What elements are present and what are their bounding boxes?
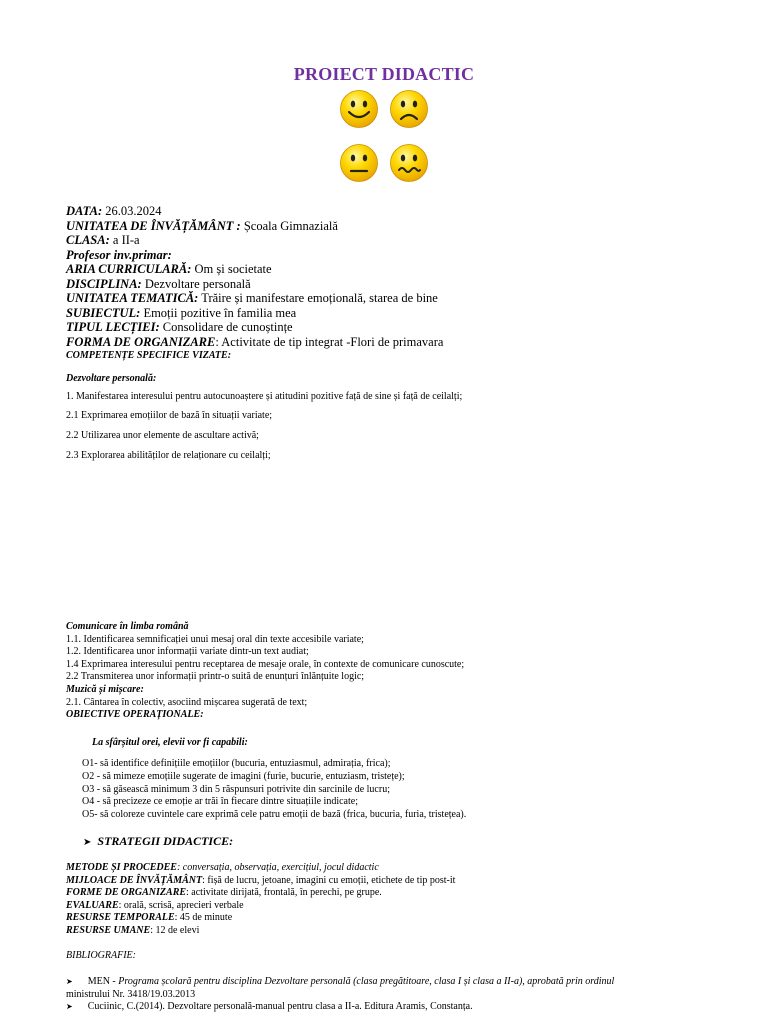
section-heading-muzica: Muzică și mișcare: [66, 684, 144, 695]
strategy-item: METODE ȘI PROCEDEE: conversația, observația, exercițiul, jocul didactic [66, 862, 379, 873]
bibliography-entry: ➤ MEN - Programa școlară pentru disciplina Dezvoltare personală (clasa pregătitoare, clasa I și clasa a II-a), aprobată prin ordinul [66, 976, 615, 987]
section-heading-comunicare: Comunicare în limba română [66, 621, 189, 632]
strategy-item: RESURSE TEMPORALE: 45 de minute [66, 912, 233, 923]
frowning-face-icon [389, 89, 429, 129]
competency-item: 2.1. Cântarea în colectiv, asociind mișcarea sugerată de text; [66, 697, 308, 708]
objectives-intro: La sfârșitul orei, elevii vor fi capabili: [92, 737, 248, 748]
field-teacher: Profesor inv.primar: [66, 247, 172, 262]
bibliography-heading: BIBLIOGRAFIE: [66, 950, 136, 961]
competency-item: 2.1 Exprimarea emoțiilor de bază în situații variate; [66, 410, 273, 421]
section-heading-dezvoltare: Dezvoltare personală: [66, 373, 157, 384]
objective-item: O1- să identifice definițiile emoțiilor (bucuria, entuziasmul, admirația, frica); [82, 758, 391, 769]
field-discipline: DISCIPLINA: Dezvoltare personală [66, 276, 251, 291]
competencies-heading: COMPETENȚE SPECIFICE VIZATE: [66, 350, 232, 361]
strategy-item: EVALUARE: orală, scrisă, aprecieri verbale [66, 899, 244, 911]
bibliography-entry: ➤ Cuciinic, C.(2014). Dezvoltare personală-manual pentru clasa a II-a. Editura Aramis, Constanța. [66, 1001, 473, 1012]
objectives-heading: OBIECTIVE OPERAȚIONALE: [66, 709, 204, 720]
field-curricular-area: ARIA CURRICULARĂ: Om și societate [66, 262, 272, 276]
objective-item: O5- să coloreze cuvintele care exprimă cele patru emoții de bază (frica, bucuria, furia, tristețea). [82, 808, 467, 820]
competency-item: 2.2 Transmiterea unor informații printr-o suită de enunțuri înlănțuite logic; [66, 671, 365, 682]
objective-item: O2 - să mimeze emoțiile sugerate de imagini (furie, bucurie, entuziasm, tristețe); [82, 771, 405, 782]
arrow-bullet-icon: ➤ [66, 1002, 73, 1011]
competency-item: 1. Manifestarea interesului pentru autocunoaștere și atitudini pozitive față de sine și față de ceilalți; [66, 391, 463, 402]
field-school: UNITATEA DE ÎNVĂȚĂMÂNT : Școala Gimnazială [66, 218, 338, 233]
competency-item: 2.3 Explorarea abilităților de relaționare cu ceilalți; [66, 450, 271, 461]
field-class: CLASA: a II-a [66, 233, 140, 247]
strategy-item: RESURSE UMANE: 12 de elevi [66, 924, 200, 936]
neutral-face-icon [339, 143, 379, 183]
objective-item: O4 - să precizeze ce emoție ar trăi în fiecare dintre situațiile indicate; [82, 796, 358, 807]
strategy-item: MIJLOACE DE ÎNVĂȚĂMÂNT: fișă de lucru, jetoane, imagini cu emoții, etichete de tip post-it [66, 874, 456, 886]
strategy-item: FORME DE ORGANIZARE: activitate dirijată, frontală, în perechi, pe grupe. [66, 887, 382, 898]
arrow-bullet-icon: ➤ [83, 837, 92, 848]
field-organization-form: FORMA DE ORGANIZARE: Activitate de tip integrat -Flori de primavara [66, 334, 444, 349]
field-subject: SUBIECTUL: Emoții pozitive în familia mea [66, 305, 297, 320]
field-date: DATA: 26.03.2024 [66, 204, 162, 218]
field-thematic-unit: UNITATEA TEMATICĂ: Trăire și manifestare emoțională, starea de bine [66, 291, 438, 305]
competency-item: 1.1. Identificarea semnificației unui mesaj oral din texte accesibile variate; [66, 633, 364, 645]
worried-face-icon [389, 143, 429, 183]
page-title: PROIECT DIDACTIC [293, 64, 475, 84]
competency-item: 2.2 Utilizarea unor elemente de ascultare activă; [66, 430, 259, 441]
strategies-heading: ➤ STRATEGII DIDACTICE: [83, 834, 234, 848]
smiling-face-icon [339, 89, 379, 129]
field-lesson-type: TIPUL LECȚIEI: Consolidare de cunoștințe [66, 320, 293, 334]
objective-item: O3 - să găsească minimum 3 din 5 răspunsuri potrivite din sarcinile de lucru; [82, 783, 390, 795]
competency-item: 1.2. Identificarea unor informații variate dintr-un text audiat; [66, 646, 309, 657]
competency-item: 1.4 Exprimarea interesului pentru receptarea de mesaje orale, în contexte de comunicare cunoscute; [66, 658, 465, 670]
bibliography-entry-continuation: ministrului Nr. 3418/19.03.2013 [66, 988, 196, 1000]
arrow-bullet-icon: ➤ [66, 977, 73, 986]
